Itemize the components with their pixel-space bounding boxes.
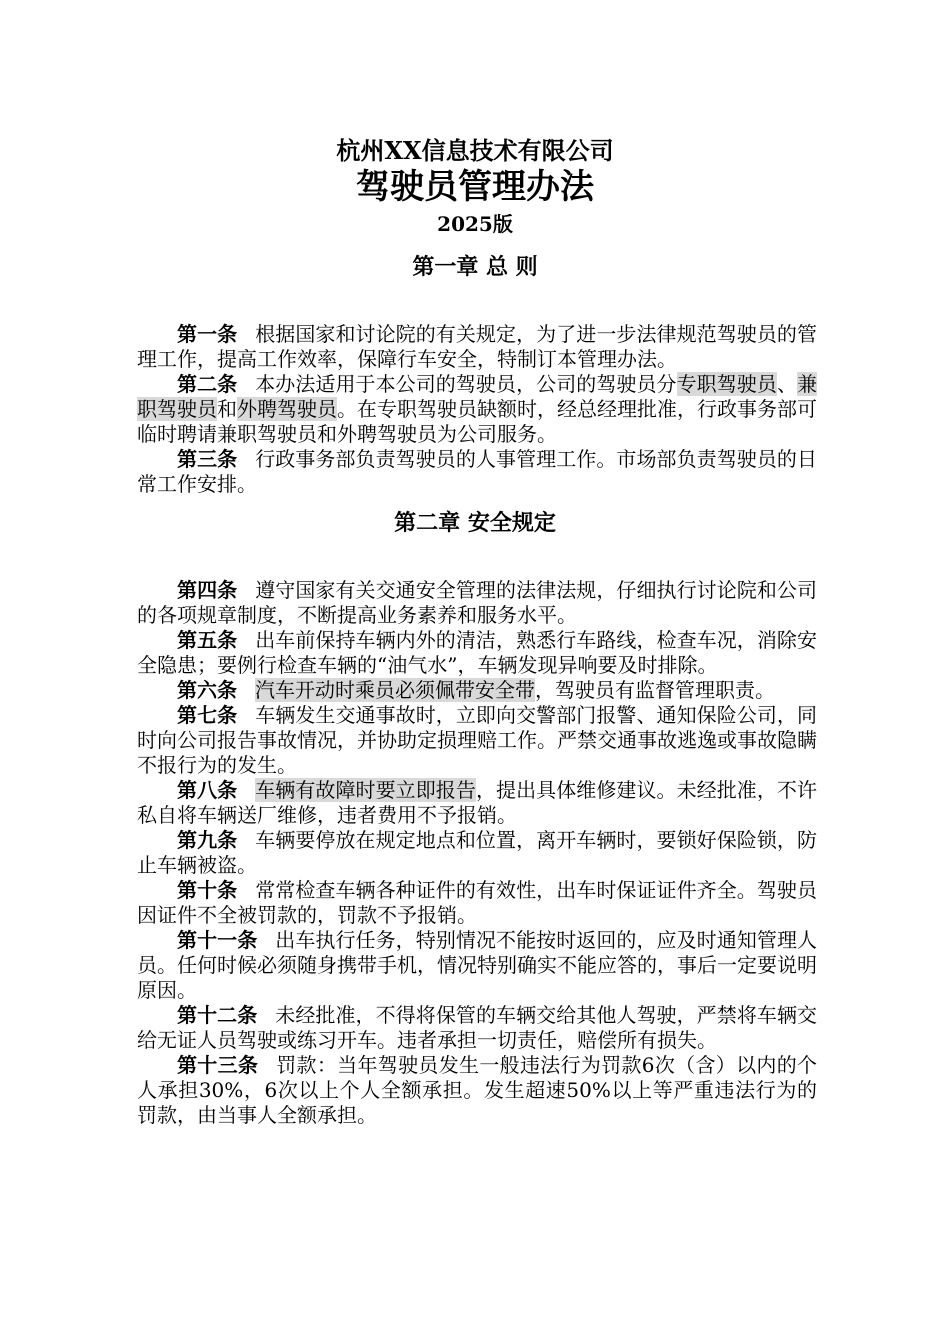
article-text: 本办法适用于本公司的驾驶员，公司的驾驶员分 (255, 372, 677, 396)
chapter-1-title: 第一章 总 则 (412, 254, 538, 280)
article (137, 372, 817, 447)
article (137, 1053, 817, 1128)
article-text: 行政事务部负责驾驶员的人事管理工作。市场部负责驾驶员的日常工作安排。 (137, 447, 818, 496)
article-text: ，提出具体维修建议。未经批准，不许私自将车辆送厂维修，违者费用不予报销。 (137, 778, 818, 827)
article (137, 628, 817, 678)
article-number: 第二条 (177, 372, 238, 396)
article-number: 第十一条 (177, 928, 258, 952)
highlighted-text: 兼职驾驶员 (137, 372, 818, 421)
chapter-2-body (137, 578, 817, 1128)
article (137, 828, 817, 878)
article-number: 第七条 (177, 703, 238, 727)
article-number: 第九条 (177, 828, 238, 852)
article-number: 第六条 (177, 678, 237, 702)
article (137, 703, 817, 778)
article-text: 出车前保持车辆内外的清洁，熟悉行车路线，检查车况，消除安全隐患；要例行检查车辆的“油气水”，车辆发现异响要及时排除。 (137, 628, 818, 677)
article-number: 第十三条 (177, 1053, 259, 1077)
company-name: 杭州XX信息技术有限公司 (336, 136, 614, 165)
chapter-1-body (137, 322, 817, 497)
article-text: 常常检查车辆各种证件的有效性，出车时保证证件齐全。驾驶员因证件不全被罚款的，罚款不予报销。 (137, 878, 818, 927)
article-text: 车辆发生交通事故时，立即向交警部门报警、通知保险公司，同时向公司报告事故情况，并协助定损理赔工作。严禁交通事故逃逸或事故隐瞒不报行为的发生。 (137, 703, 818, 777)
article-text: 、 (776, 372, 798, 396)
article-text: 未经批准，不得将保管的车辆交给其他人驾驶，严禁将车辆交给无证人员驾驶或练习开车。违者承担一切责任，赔偿所有损失。 (137, 1003, 818, 1052)
article-text: 。在专职驾驶员缺额时，经总经理批准，行政事务部可临时聘请兼职驾驶员和外聘驾驶员为公司服务。 (137, 397, 817, 446)
article (137, 447, 817, 497)
article-text: 罚款：当年驾驶员发生一般违法行为罚款6次（含）以内的个人承担30%，6次以上个人全额承担。发生超速50%以上等严重违法行为的罚款，由当事人全额承担。 (137, 1053, 818, 1127)
edition-label: 2025版 (437, 212, 513, 236)
article (137, 928, 817, 1003)
highlighted-text: 外聘驾驶员 (237, 397, 337, 421)
article-number: 第十二条 (177, 1003, 258, 1027)
article (137, 778, 817, 828)
article (137, 322, 817, 372)
highlighted-text: 汽车开动时乘员必须佩带安全带 (255, 678, 535, 702)
article-number: 第一条 (177, 322, 238, 346)
highlighted-text: 车辆有故障时要立即报告 (255, 778, 476, 802)
article-number: 第十条 (177, 878, 238, 902)
article-text: 遵守国家有关交通安全管理的法律法规，仔细执行讨论院和公司的各项规章制度，不断提高业务素养和服务水平。 (137, 578, 818, 627)
article-text: 出车执行任务，特别情况不能按时返回的，应及时通知管理人员。任何时候必须随身携带手机，情况特别确实不能应答的，事后一定要说明原因。 (137, 928, 818, 1002)
article-text: ，驾驶员有监督管理职责。 (535, 678, 775, 702)
chapter-2-title: 第二章 安全规定 (394, 510, 556, 536)
article-text: 根据国家和讨论院的有关规定，为了进一步法律规范驾驶员的管理工作，提高工作效率，保障行车安全，特制订本管理办法。 (137, 322, 818, 371)
article (137, 678, 817, 703)
article-number: 第三条 (177, 447, 238, 471)
article-number: 第八条 (177, 778, 238, 802)
article-number: 第四条 (177, 578, 238, 602)
highlighted-text: 专职驾驶员 (676, 372, 777, 396)
document-title: 驾驶员管理办法 (356, 167, 594, 207)
article-number: 第五条 (177, 628, 238, 652)
article (137, 578, 817, 628)
article (137, 1003, 817, 1053)
article-text: 和 (217, 397, 237, 421)
article (137, 878, 817, 928)
article-text: 车辆要停放在规定地点和位置，离开车辆时，要锁好保险锁，防止车辆被盗。 (137, 828, 818, 877)
